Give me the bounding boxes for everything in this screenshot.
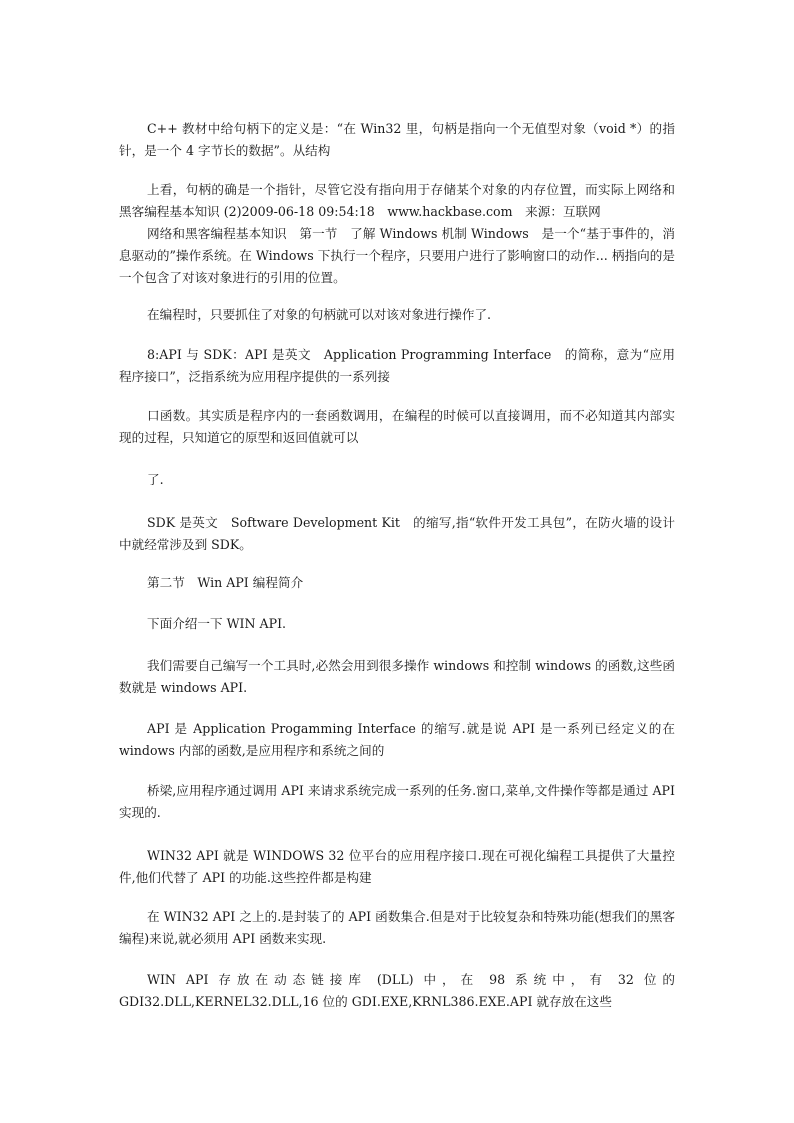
paragraph-handle-pointer: 上看，句柄的确是一个指针，尽管它没有指向用于存储某个对象的内存位置，而实际上网络和黑客编程基本知识 (2)2009-06-18 09:54:18 www.hackbase.com 来源：互联网 bbox=[119, 182, 675, 219]
paragraph-api-sdk: 8:API 与 SDK：API 是英文 Application Programming Interface 的简称，意为“应用程序接口”，泛指系统为应用程序提供的一系列接 bbox=[119, 347, 675, 384]
paragraph-handle-definition: C++ 教材中给句柄下的定义是：“在 Win32 里，句柄是指向一个无值型对象（void *）的指针，是一个 4 字节长的数据”。从结构 bbox=[119, 121, 675, 158]
paragraph-intro-win-api: 下面介绍一下 WIN API. bbox=[147, 616, 287, 631]
paragraph-sdk: SDK 是英文 Software Development Kit 的缩写,指“软件开发工具包”，在防火墙的设计中就经常涉及到 SDK。 bbox=[119, 515, 675, 552]
paragraph-function-calls: 口函数。其实质是程序内的一套函数调用，在编程的时候可以直接调用，而不必知道其内部实现的过程，只知道它的原型和返回值就可以 bbox=[119, 408, 675, 445]
paragraph-api-bridge: 桥梁,应用程序通过调用 API 来请求系统完成一系列的任务.窗口,菜单,文件操作等都是通过 API 实现的. bbox=[119, 783, 675, 820]
paragraph-le: 了. bbox=[147, 472, 164, 487]
paragraph-programming-handle: 在编程时，只要抓住了对象的句柄就可以对该对象进行操作了. bbox=[147, 307, 492, 322]
paragraph-win32-api: WIN32 API 就是 WINDOWS 32 位平台的应用程序接口.现在可视化编程工具提供了大量控件,他们代替了 API 的功能.这些控件都是构建 bbox=[119, 848, 675, 885]
paragraph-windows-mechanism: 网络和黑客编程基本知识 第一节 了解 Windows 机制 Windows 是一个“基于事件的，消息驱动的”操作系统。在 Windows 下执行一个程序，只要用户进行了影响窗口的动作... 柄指向的是一个包含了对该对象进行的引用的位置。 bbox=[119, 226, 675, 285]
paragraph-api-definition: API 是 Application Progamming Interface 的缩写.就是说 API 是一系列已经定义的在 windows 内部的函数,是应用程序和系统之间的 bbox=[119, 721, 675, 758]
paragraph-dll-storage: WIN API 存放在动态链接库 (DLL) 中，在 98 系统中，有 32 位的 GDI32.DLL,KERNEL32.DLL,16 位的 GDI.EXE,KRNL386.EXE.API 就存放在这些 bbox=[119, 972, 675, 1009]
paragraph-windows-functions: 我们需要自己编写一个工具时,必然会用到很多操作 windows 和控制 windows 的函数,这些函数就是 windows API. bbox=[119, 658, 675, 695]
section-heading-win-api: 第二节 Win API 编程简介 bbox=[147, 575, 304, 590]
paragraph-win32-encapsulation: 在 WIN32 API 之上的.是封装了的 API 函数集合.但是对于比较复杂和特殊功能(想我们的黑客编程)来说,就必须用 API 函数来实现. bbox=[119, 909, 675, 946]
